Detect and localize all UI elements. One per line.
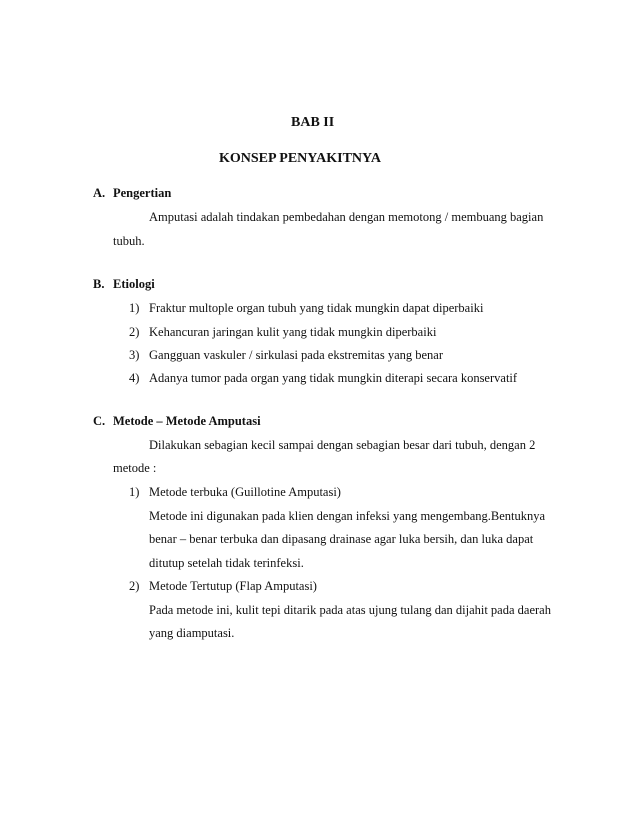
section-a-paragraph-line: Amputasi adalah tindakan pembedahan dengan memotong / membuang bagian [149,210,544,224]
section-c-paragraph-line: Dilakukan sebagian kecil sampai dengan sebagian besar dari tubuh, dengan 2 [149,438,536,452]
list-item-line: yang diamputasi. [149,626,235,640]
section-c-letter: C. [93,414,106,428]
list-item-number: 4) [129,371,140,385]
section-a-heading: Pengertian [113,186,172,200]
list-item-number: 1) [129,301,140,315]
list-item-number: 1) [129,485,140,499]
list-item-line: Metode ini digunakan pada klien dengan infeksi yang mengembang.Bentuknya [149,509,546,523]
list-item: Kehancuran jaringan kulit yang tidak mungkin diperbaiki [149,325,437,339]
section-c-paragraph-line: metode : [113,461,157,475]
list-item-line: benar – benar terbuka dan dipasang drainase agar luka bersih, dan luka dapat [149,532,534,546]
list-item: Gangguan vaskuler / sirkulasi pada ekstremitas yang benar [149,348,444,362]
list-item: Fraktur multople organ tubuh yang tidak mungkin dapat diperbaiki [149,301,484,315]
list-item-line: Pada metode ini, kulit tepi ditarik pada atas ujung tulang dan dijahit pada daerah [149,603,551,617]
list-item-title: Metode Tertutup (Flap Amputasi) [149,579,317,593]
list-item-number: 3) [129,348,140,362]
list-item: Adanya tumor pada organ yang tidak mungkin diterapi secara konservatif [149,371,518,385]
list-item-title: Metode terbuka (Guillotine Amputasi) [149,485,341,499]
list-item-number: 2) [129,325,140,339]
section-a-letter: A. [93,186,106,200]
section-b-letter: B. [93,277,105,291]
list-item-number: 2) [129,579,140,593]
section-c-heading: Metode – Metode Amputasi [113,414,261,428]
section-a-paragraph-line: tubuh. [113,234,145,248]
chapter-heading: BAB II [291,115,335,130]
section-b-heading: Etiologi [113,277,155,291]
chapter-title: KONSEP PENYAKITNYA [219,151,381,166]
list-item-line: ditutup setelah tidak terinfeksi. [149,556,304,570]
